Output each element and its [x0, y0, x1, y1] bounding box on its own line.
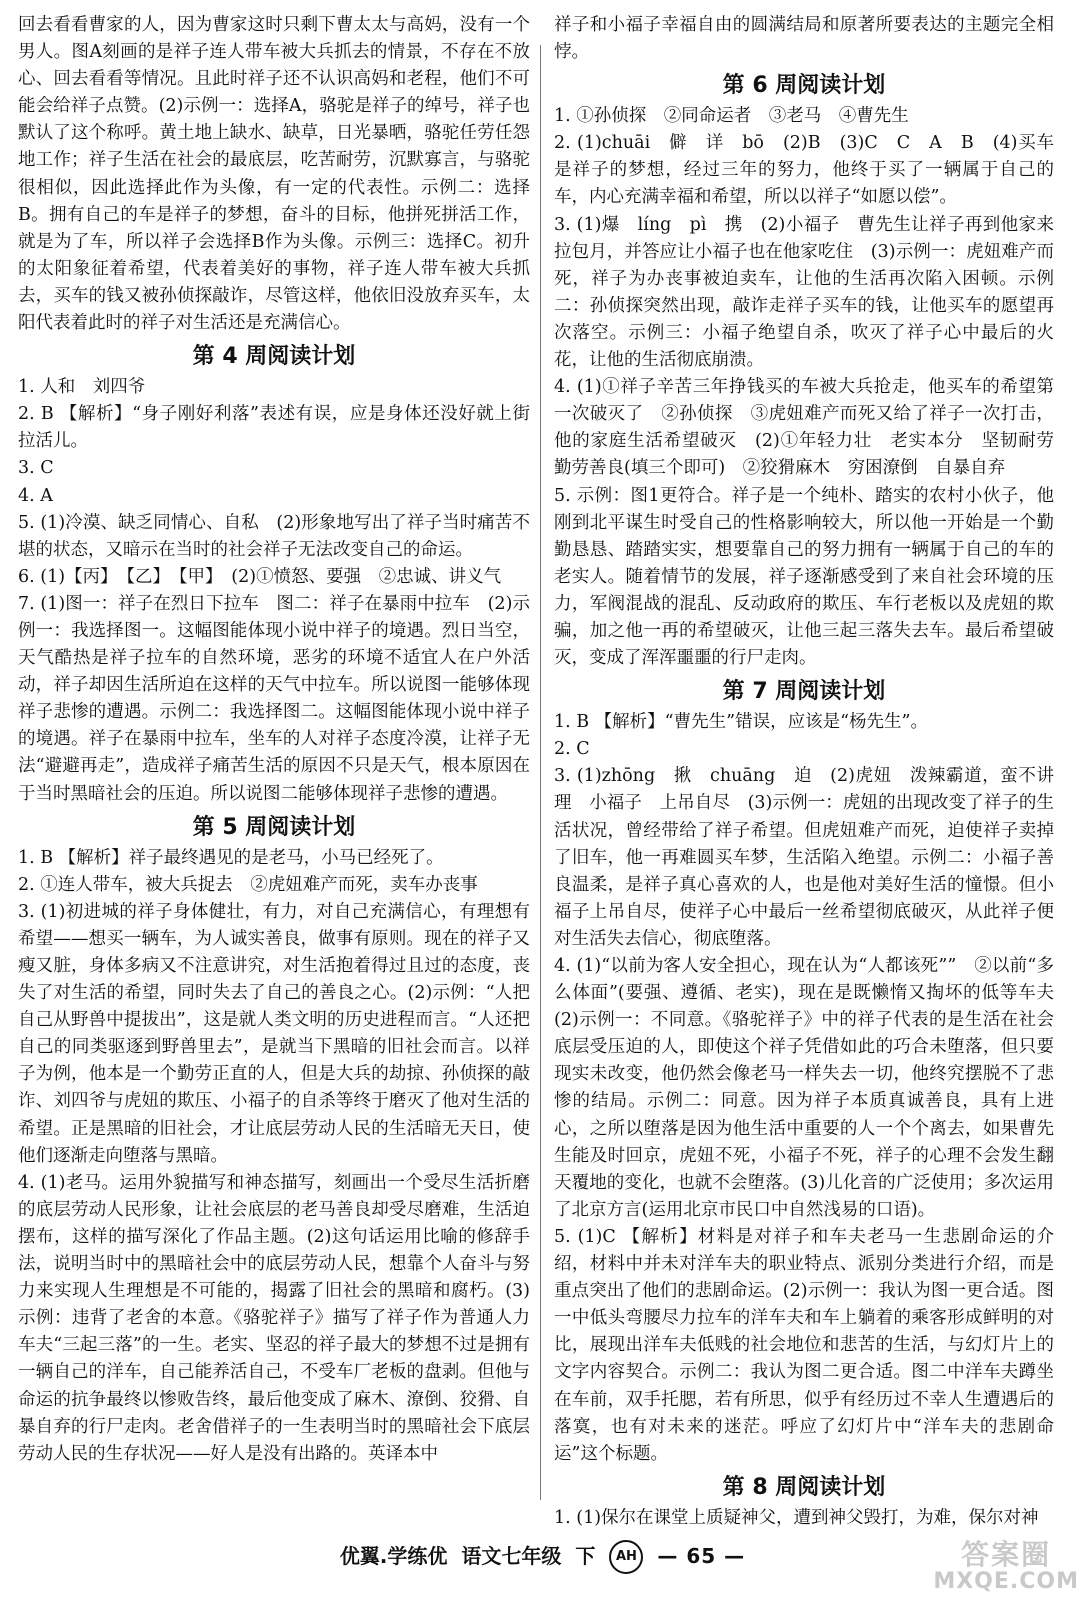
section-heading: 第 7 周阅读计划	[722, 679, 886, 705]
page-number: — 65 —	[657, 1544, 746, 1569]
left-column	[18, 12, 530, 1468]
footer-term: 下	[575, 1544, 596, 1569]
watermark-url: MXQE.COM	[933, 1569, 1079, 1594]
footer-brand: 优翼.学练优	[339, 1544, 448, 1569]
section-heading: 第 8 周阅读计划	[722, 1474, 886, 1500]
site-watermark	[933, 1540, 1079, 1594]
answer-paragraph: 3. (1)初进城的祥子身体健壮，有力，对自己充满信心，有理想有希望——想买一辆车，为人诚实善良，做事有原则。现在的祥子又瘦又脏，身体多病又不注意讲究，对生活抱着得过且过的态度，丧失了对生活的希望，同时失去了自己的善良之心。(2)示例：“人把自己从野兽中提拔出”，这是就人类文明的历史进程而言。“人还把自己的同类驱逐到野兽里去”，是就当下黑暗的旧社会而言。以祥子为例，他本是一个勤劳正直的人，但是大兵的劫掠、孙侦探的敲诈、刘四爷与虎妞的欺压、小福子的自杀等终于磨灭了他对生活的希望。正是黑暗的旧社会，才让底层劳动人民的生活暗无天日，使他们逐渐走向堕落与黑暗。	[18, 901, 530, 1166]
answer-paragraph: 1. B 【解析】“曹先生”错误，应该是“杨先生”。	[554, 712, 928, 733]
answer-paragraph: 1. (1)保尔在课堂上质疑神父，遭到神父毁打，为难，保尔对神	[554, 1507, 1039, 1528]
answer-paragraph: 4. (1)“以前为客人安全担心，现在认为“人都该死”” ②以前“多么体面”(要强、遵循、老实)，现在是既懒惰又掏坏的低等车夫 (2)示例一：不同意。《骆驼祥子》中的祥子代表的是生活在社会底层受压迫的人，即使这个祥子凭借如此的巧合未堕落，但只要现实未改变，他仍然会像老马一样失去一切，他终究摆脱不了悲惨的结局。示例二：同意。因为祥子本质真诚善良，具有上进心，之所以堕落是因为他生活中重要的人一个个离去，如果曹先生能及时回京，虎妞不死，小福子不死，祥子的心理不会发生翻天覆地的变化，也就不会堕落。(3)儿化音的广泛使用；多次运用了北京方言(运用北京市民口中自然浅易的口语)。	[554, 956, 1072, 1220]
answer-paragraph: 回去看看曹家的人，因为曹家这时只剩下曹太太与高妈，没有一个男人。图A刻画的是祥子连人带车被大兵抓去的情景，不存在不放心、回去看看等情况。且此时祥子还不认识高妈和老程，他们不可能会给祥子点赞。(2)示例一：选择A，骆驼是祥子的绰号，祥子也默认了这个称呼。黄土地上缺水、缺草，日光暴晒，骆驼任劳任怨地工作；祥子生活在社会的最底层，吃苦耐劳，沉默寡言，与骆驼很相似，因此选择此作为头像，有一定的代表性。示例二：选择B。拥有自己的车是祥子的梦想，奋斗的目标，他拼死拼活工作，就是为了车，所以祥子会选择B作为头像。示例三：选择C。初升的太阳象征着希望，代表着美好的事物，祥子连人带车被大兵抓去，买车的钱又被孙侦探敲诈，尽管这样，他依旧没放弃买车，太阳代表着此时的祥子对生活还是充满信心。	[18, 15, 530, 334]
answer-paragraph: 3. (1)zhōng 揪 chuāng 迫 (2)虎妞 泼辣霸道，蛮不讲理 小福子 上吊自尽 (3)示例一：虎妞的出现改变了祥子的生活状况，曾经带给了祥子希望。但虎妞难产而死，迫使祥子卖掉了旧车，他一再难圆买车梦，生活陷入绝望。示例二：小福子善良温柔，是祥子真心喜欢的人，也是他对美好生活的憧憬。但小福子上吊自尽，使祥子心中最后一丝希望彻底破灭，从此祥子便对生活失去信心，彻底堕落。	[554, 766, 1054, 949]
right-column	[554, 12, 1072, 1532]
answer-paragraph: 2. (1)chuāi 僻 详 bō (2)B (3)C C A B (4)买车是祥子的梦想，经过三年的努力，他终于买了一辆属于自己的车，内心充满幸福和希望，所以以祥子“如愿以偿”。	[554, 133, 1054, 208]
answer-paragraph: 7. (1)图一：祥子在烈日下拉车 图二：祥子在暴雨中拉车 (2)示例一：我选择图一。这幅图能体现小说中祥子的境遇。烈日当空，天气酷热是祥子拉车的自然环境，恶劣的环境不适宜人在户外活动，祥子却因生活所迫在这样的天气中拉车。所以说图一能够体现祥子悲惨的遭遇。示例二：我选择图二。这幅图能体现小说中祥子的境遇。祥子在暴雨中拉车，坐车的人对祥子态度冷漠，让祥子无法“避避再走”，造成祥子痛苦生活的原因不只是天气，根本原因在于当时黑暗社会的压迫。所以说图二能够体现祥子悲惨的遭遇。	[18, 593, 530, 804]
answer-paragraph: 4. A	[18, 485, 53, 506]
region-badge: AH	[609, 1540, 643, 1574]
answer-paragraph: 1. 人和 刘四爷	[18, 377, 146, 398]
answer-paragraph: 4. (1)老马。运用外貌描写和神态描写，刻画出一个受尽生活折磨的底层劳动人民形象，让社会底层的老马善良却受尽磨难，生活迫摆布，这样的描写深化了作品主题。(2)这句话运用比喻的修辞手法，说明当时中的黑暗社会中的底层劳动人民，想靠个人奋斗与努力来实现人生理想是不可能的，揭露了旧社会的黑暗和腐朽。(3)示例：违背了老舍的本意。《骆驼祥子》描写了祥子作为普通人力车夫“三起三落”的一生。老实、坚忍的祥子最大的梦想不过是拥有一辆自己的洋车，自己能养活自己，不受车厂老板的盘剥。但他与命运的抗争最终以惨败告终，最后他变成了麻木、潦倒、狡猾、自暴自弃的行尸走肉。老舍借祥子的一生表明当时的黑暗社会下底层劳动人民的生存状况——好人是没有出路的。英译本中	[18, 1172, 530, 1464]
answer-paragraph: 3. C	[18, 458, 54, 479]
answer-paragraph: 2. ①连人带车，被大兵捉去 ②虎妞难产而死，卖车办丧事	[18, 874, 478, 895]
answer-paragraph: 5. (1)C 【解析】材料是对祥子和车夫老马一生悲剧命运的介绍，材料中并未对洋车夫的职业特点、派别分类进行介绍，而是重点突出了他们的悲剧命运。(2)示例一：我认为图一更合适。图一中低头弯腰尽力拉车的洋车夫和车上躺着的乘客形成鲜明的对比，展现出洋车夫低贱的社会地位和悲苦的生活，与幻灯片上的文字内容契合。示例二：我认为图二更合适。图二中洋车夫蹲坐在车前，双手托腮，若有所思，似乎有经历过不幸人生遭遇后的落寞，也有对未来的迷茫。呼应了幻灯片中“洋车夫的悲剧命运”这个标题。	[554, 1226, 1054, 1464]
answer-paragraph: 1. B 【解析】祥子最终遇见的是老马，小马已经死了。	[18, 847, 444, 868]
footer-subject: 语文七年级	[461, 1544, 562, 1569]
answer-paragraph: 4. (1)①祥子辛苦三年挣钱买的车被大兵抢走，他买车的希望第一次破灭了 ②孙侦探 ③虎妞难产而死又给了祥子一次打击，他的家庭生活希望破灭 (2)①年轻力壮 老实本分 坚韧耐劳 勤劳善良(填三个即可) ②狡猾麻木 穷困潦倒 自暴自弃	[554, 377, 1072, 479]
answer-paragraph: 5. 示例：图1更符合。祥子是一个纯朴、踏实的农村小伙子，他刚到北平谋生时受自己的性格影响较大，所以他一开始是一个勤勤恳恳、踏踏实实，想要靠自己的努力拥有一辆属于自己的车的老实人。随着情节的发展，祥子逐渐感受到了来自社会环境的压力，军阀混战的混乱、反动政府的欺压、车行老板以及虎妞的欺骗，加之他一再的希望破灭，让他三起三落失去车。最后希望破灭，变成了浑浑噩噩的行尸走肉。	[554, 485, 1054, 669]
answer-paragraph: 2. B 【解析】“身子刚好利落”表述有误，应是身体还没好就上街拉活儿。	[18, 404, 530, 452]
answer-paragraph: 1. ①孙侦探 ②同命运者 ③老马 ④曹先生	[554, 106, 909, 127]
answer-paragraph: 6. (1)【丙】 【乙】 【甲】 (2)①愤怒、要强 ②忠诚、讲义气	[18, 566, 502, 587]
answer-paragraph: 3. (1)爆 líng pì 携 (2)小福子 曹先生让祥子再到他家来拉包月，并答应让小福子也在他家吃住 (3)示例一：虎妞难产而死，祥子为办丧事被迫卖车，让他的生活再次陷入困顿。示例二：孙侦探突然出现，敲诈走祥子买车的钱，让他买车的愿望再次落空。示例三：小福子绝望自杀，吹灭了祥子心中最后的火花，让他的生活彻底崩溃。	[554, 214, 1054, 371]
section-heading: 第 5 周阅读计划	[192, 814, 356, 840]
section-heading: 第 4 周阅读计划	[192, 344, 356, 370]
column-divider	[540, 45, 541, 1500]
answer-paragraph: 5. (1)冷漠、缺乏同情心、自私 (2)形象地写出了祥子当时痛苦不堪的状态，又暗示在当时的社会祥子无法改变自己的命运。	[18, 512, 530, 560]
section-heading: 第 6 周阅读计划	[722, 73, 886, 99]
page-footer	[0, 1540, 1085, 1574]
watermark-mark: 答案圈	[961, 1538, 1052, 1571]
answer-paragraph: 祥子和小福子幸福自由的圆满结局和原著所要表达的主题完全相悖。	[554, 15, 1054, 63]
answer-paragraph: 2. C	[554, 739, 590, 760]
